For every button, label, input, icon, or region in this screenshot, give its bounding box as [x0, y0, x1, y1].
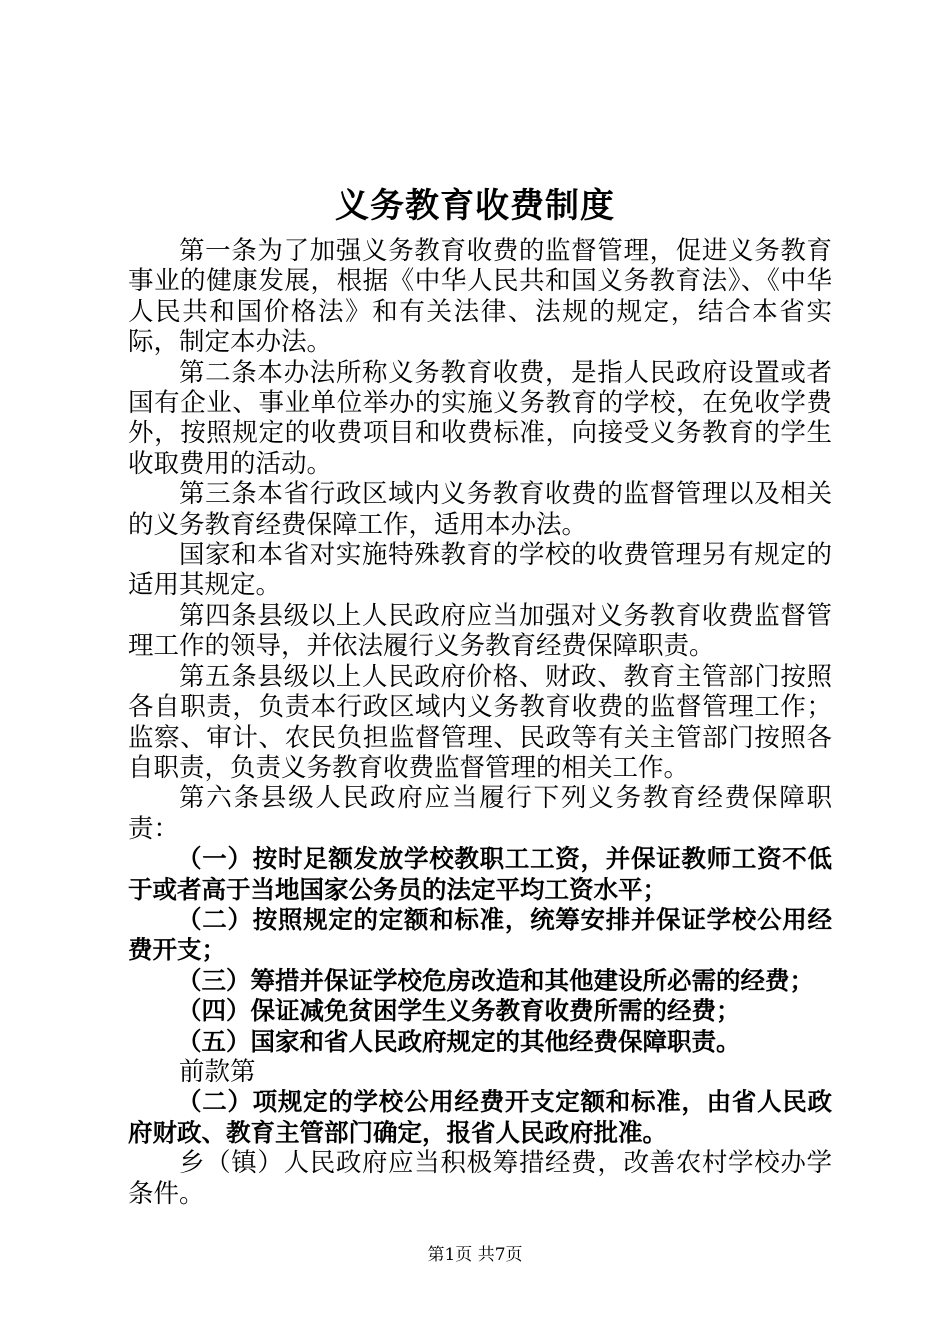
page-footer: 第1页 共7页 [427, 1245, 523, 1265]
paragraph-article-5: 第五条县级以上人民政府价格、财政、教育主管部门按照各自职责，负责本行政区域内义务教育收费的监督管理工作；监察、审计、农民负担监督管理、民政等有关主管部门按照各自职责，负责义务教育收费监督管理的相关工作。 [128, 661, 832, 783]
list-item-4: （四）保证减免贫困学生义务教育收费所需的经费； [177, 996, 741, 1026]
paragraph-special-education: 国家和本省对实施特殊教育的学校的收费管理另有规定的适用其规定。 [128, 540, 832, 601]
document-body [128, 236, 832, 1209]
paragraph-article-1: 第一条为了加强义务教育收费的监督管理，促进义务教育事业的健康发展，根据《中华人民共和国义务教育法》、《中华人民共和国价格法》和有关法律、法规的规定，结合本省实际，制定本办法。 [128, 236, 832, 358]
paragraph-article-6: 第六条县级人民政府应当履行下列义务教育经费保障职责： [128, 783, 832, 844]
paragraph-article-2: 第二条本办法所称义务教育收费，是指人民政府设置或者国有企业、事业单位举办的实施义务教育的学校，在免收学费外，按照规定的收费项目和收费标准，向接受义务教育的学生收取费用的活动。 [128, 357, 832, 479]
list-item-5: （五）国家和省人民政府规定的其他经费保障职责。 [177, 1026, 741, 1056]
paragraph-township-funding: 乡（镇）人民政府应当积极筹措经费，改善农村学校办学条件。 [128, 1148, 832, 1209]
paragraph-preceding-clause: 前款第 [179, 1056, 256, 1087]
document-title: 义务教育收费制度 [335, 186, 615, 226]
list-item-2: （二）按照规定的定额和标准，统筹安排并保证学校公用经费开支； [128, 904, 832, 965]
paragraph-article-4: 第四条县级以上人民政府应当加强对义务教育收费监督管理工作的领导，并依法履行义务教育经费保障职责。 [128, 600, 832, 662]
paragraph-clause-2-standard: （二）项规定的学校公用经费开支定额和标准，由省人民政府财政、教育主管部门确定，报省人民政府批准。 [128, 1087, 832, 1147]
list-item-3: （三）筹措并保证学校危房改造和其他建设所必需的经费； [177, 965, 814, 995]
paragraph-article-3: 第三条本省行政区域内义务教育收费的监督管理以及相关的义务教育经费保障工作，适用本办法。 [128, 479, 832, 540]
list-item-1: （一）按时足额发放学校教职工工资，并保证教师工资不低于或者高于当地国家公务员的法定平均工资水平； [128, 844, 832, 904]
